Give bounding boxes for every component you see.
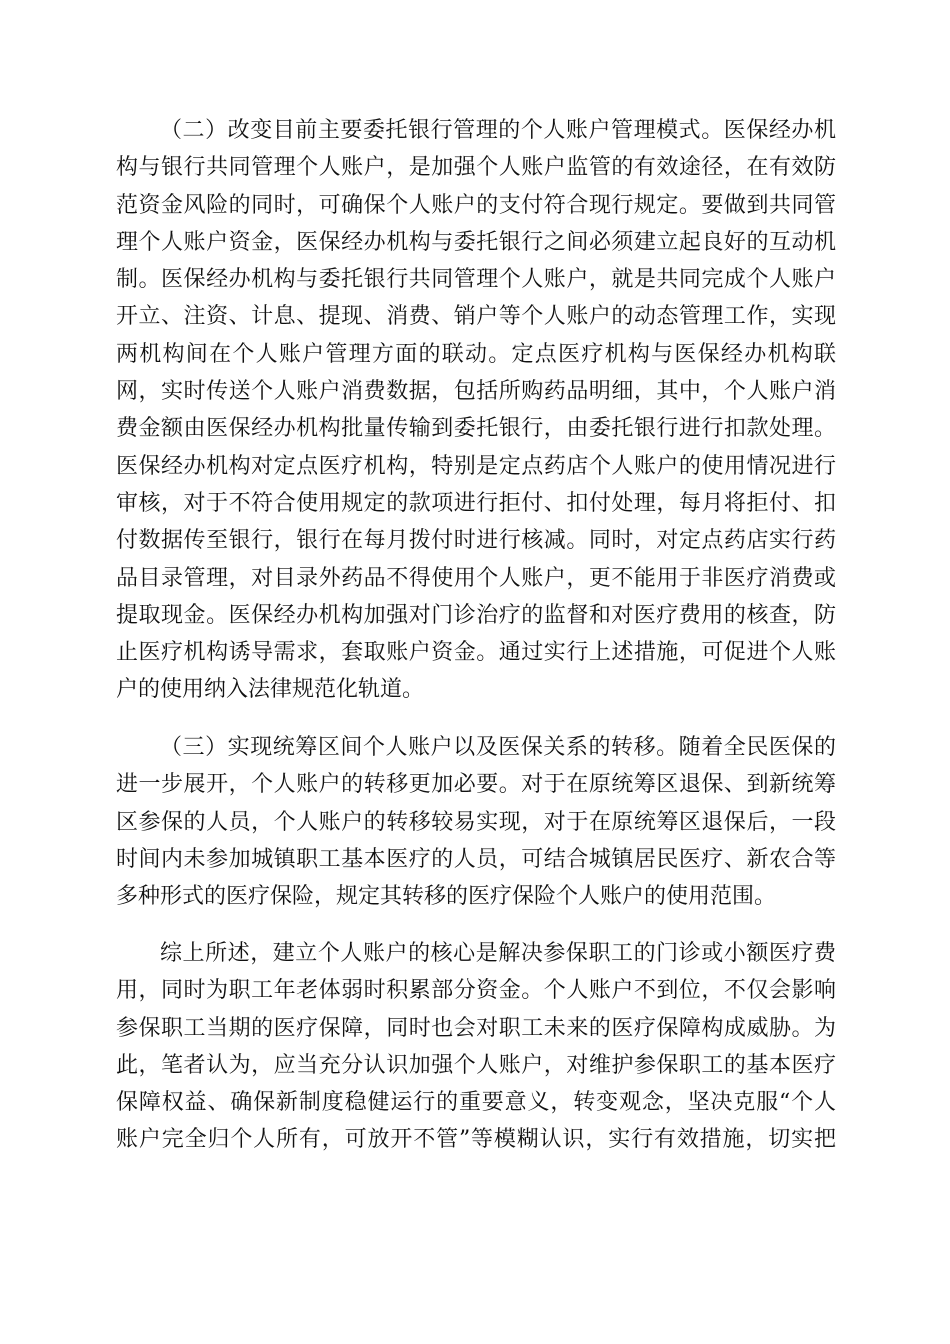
paragraph-line: 理个人账户资金，医保经办机构与委托银行之间必须建立起良好的互动机 bbox=[116, 229, 836, 255]
paragraph-line: 账户完全归个人所有，可放开不管”等模糊认识，实行有效措施，切实把 bbox=[116, 1127, 836, 1153]
paragraph-line: 付数据传至银行，银行在每月拨付时进行核减。同时，对定点药店实行药 bbox=[116, 528, 836, 554]
paragraph-line: 构与银行共同管理个人账户，是加强个人账户监管的有效途径，在有效防 bbox=[116, 155, 836, 181]
paragraph-line: 区参保的人员，个人账户的转移较易实现，对于在原统筹区退保后，一段 bbox=[116, 809, 836, 835]
paragraph-line: （三）实现统筹区间个人账户以及医保关系的转移。随着全民医保的 bbox=[160, 735, 836, 760]
paragraph-account-management-mode bbox=[116, 112, 836, 709]
paragraph-line: 保障权益、确保新制度稳健运行的重要意义，转变观念，坚决克服“个人 bbox=[116, 1090, 836, 1116]
paragraph-line: 此，笔者认为，应当充分认识加强个人账户，对维护参保职工的基本医疗 bbox=[116, 1052, 836, 1078]
paragraph-line: 开立、注资、计息、提现、消费、销户等个人账户的动态管理工作，实现 bbox=[116, 304, 836, 330]
paragraph-line: （二）改变目前主要委托银行管理的个人账户管理模式。医保经办机 bbox=[160, 118, 836, 143]
paragraph-line: 进一步展开，个人账户的转移更加必要。对于在原统筹区退保、到新统筹 bbox=[116, 772, 836, 798]
paragraph-line: 制。医保经办机构与委托银行共同管理个人账户，就是共同完成个人账户 bbox=[116, 267, 836, 293]
paragraph-line: 提取现金。医保经办机构加强对门诊治疗的监督和对医疗费用的核查，防 bbox=[116, 602, 836, 628]
paragraph-line: 两机构间在个人账户管理方面的联动。定点医疗机构与医保经办机构联 bbox=[116, 341, 836, 367]
paragraph-line: 范资金风险的同时，可确保个人账户的支付符合现行规定。要做到共同管 bbox=[116, 192, 836, 218]
paragraph-line: 审核，对于不符合使用规定的款项进行拒付、扣付处理，每月将拒付、扣 bbox=[116, 490, 836, 516]
paragraph-line: 止医疗机构诱导需求，套取账户资金。通过实行上述措施，可促进个人账 bbox=[116, 640, 836, 666]
paragraph-line: 参保职工当期的医疗保障，同时也会对职工未来的医疗保障构成威胁。为 bbox=[116, 1015, 836, 1041]
paragraph-line: 综上所述，建立个人账户的核心是解决参保职工的门诊或小额医疗费 bbox=[160, 941, 836, 966]
paragraph-line: 户的使用纳入法律规范化轨道。 bbox=[116, 677, 425, 703]
paragraph-line: 医保经办机构对定点医疗机构，特别是定点药店个人账户的使用情况进行 bbox=[116, 453, 836, 479]
paragraph-line: 品目录管理，对目录外药品不得使用个人账户，更不能用于非医疗消费或 bbox=[116, 565, 836, 591]
paragraph-line: 费金额由医保经办机构批量传输到委托银行，由委托银行进行扣款处理。 bbox=[116, 416, 836, 442]
paragraph-conclusion bbox=[116, 935, 836, 1159]
paragraph-line: 时间内未参加城镇职工基本医疗的人员，可结合城镇居民医疗、新农合等 bbox=[116, 846, 836, 872]
paragraph-line: 用，同时为职工年老体弱时积累部分资金。个人账户不到位，不仅会影响 bbox=[116, 978, 836, 1004]
paragraph-account-transfer bbox=[116, 729, 836, 915]
paragraph-line: 多种形式的医疗保险，规定其转移的医疗保险个人账户的使用范围。 bbox=[116, 884, 777, 910]
paragraph-line: 网，实时传送个人账户消费数据，包括所购药品明细，其中，个人账户消 bbox=[116, 379, 836, 405]
